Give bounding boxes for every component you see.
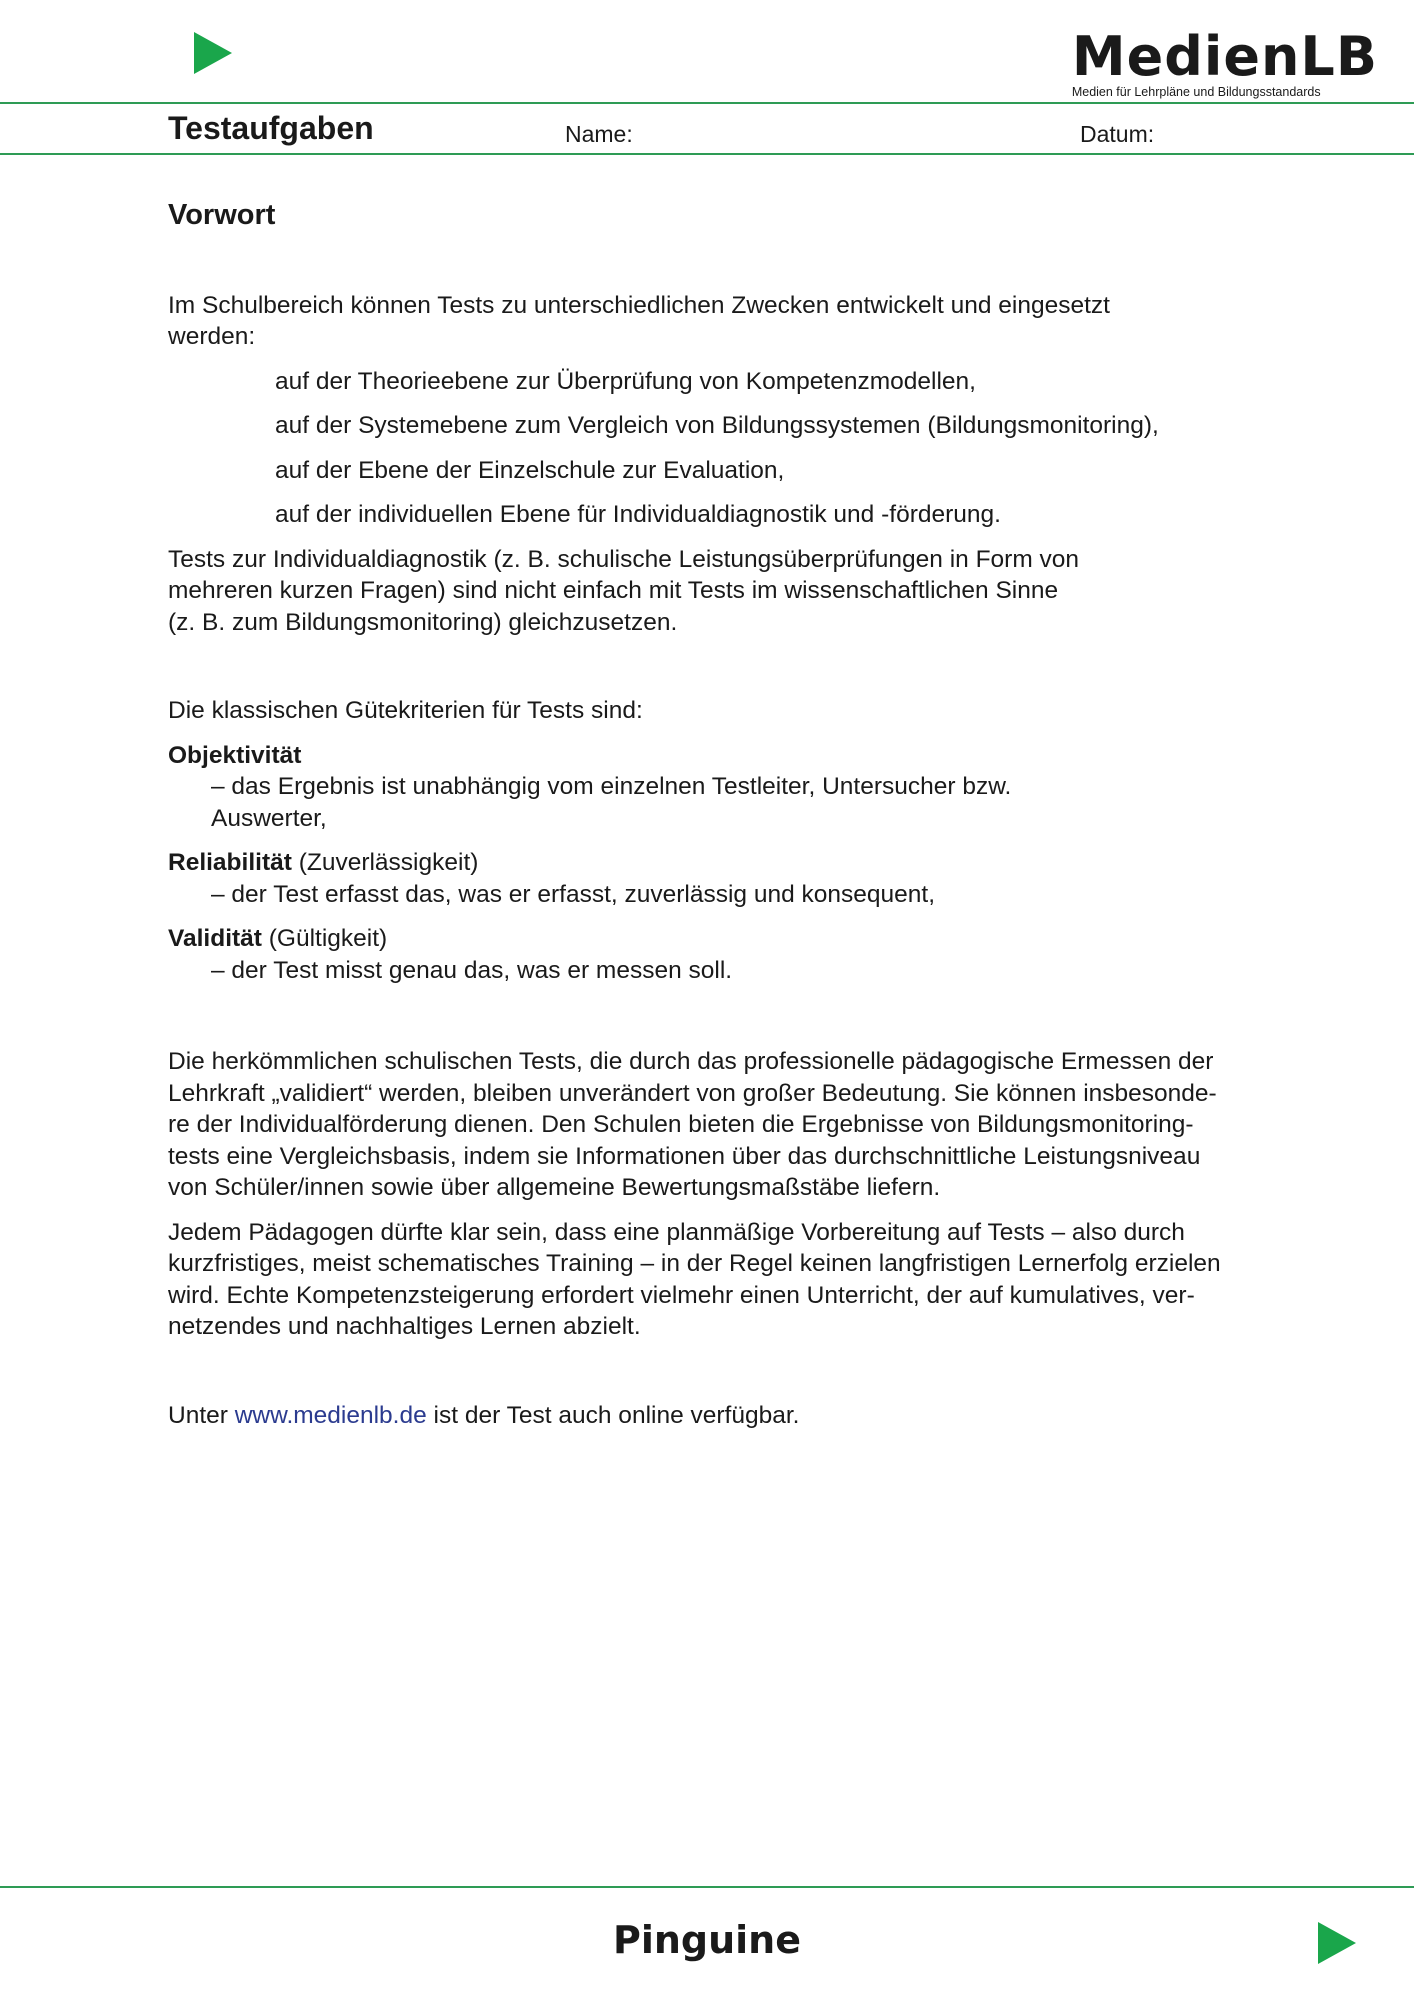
paragraph-line: Jedem Pädagogen dürfte klar sein, dass eine planmäßige Vorbereitung auf Tests – also durch <box>168 1218 1185 1246</box>
header-rule-top <box>0 102 1414 104</box>
paragraph-line: re der Individualförderung dienen. Den Schulen bieten die Ergebnisse von Bildungsmonitoring- <box>168 1111 1194 1138</box>
list-item: auf der Ebene der Einzelschule zur Evaluation, <box>275 456 785 484</box>
criterion-heading <box>168 923 1308 955</box>
tests-line: (z. B. zum Bildungsmonitoring) gleichzusetzen. <box>168 608 678 636</box>
paragraph-line: tests eine Vergleichsbasis, indem sie Informationen über das durchschnittliche Leistungsniveau <box>168 1142 1201 1170</box>
paragraph-line: Lehrkraft „validiert“ werden, bleiben unverändert von großer Bedeutung. Sie können insbesonde- <box>168 1079 1217 1107</box>
criterion-line: – das Ergebnis ist unabhängig vom einzelnen Testleiter, Untersucher bzw. <box>211 773 1012 800</box>
document-body <box>168 200 1308 1431</box>
date-label: Datum: <box>1080 121 1155 147</box>
criterion-line: Auswerter, <box>211 804 327 832</box>
name-label: Name: <box>565 121 633 147</box>
footer-title: Pinguine <box>612 1918 802 1962</box>
criterion-term: Objektivität <box>168 741 302 769</box>
play-arrow-icon <box>194 32 232 74</box>
paragraph-line: wird. Echte Kompetenzsteigerung erfordert vielmehr einen Unterricht, der auf kumulatives, ver- <box>168 1281 1195 1309</box>
paragraph-line: von Schüler/innen sowie über allgemeine Bewertungsmaßstäbe liefern. <box>168 1174 941 1201</box>
page-title: Testaufgaben <box>168 110 374 146</box>
criteria-intro: Die klassischen Gütekriterien für Tests sind: <box>168 697 643 724</box>
criterion-paren: (Gültigkeit) <box>261 925 388 952</box>
section-heading: Vorwort <box>168 199 276 231</box>
paragraph-line: netzendes und nachhaltiges Lernen abzielt. <box>168 1313 641 1340</box>
tests-line: Tests zur Individualdiagnostik (z. B. schulische Leistungsüberprüfungen in Form von <box>168 545 1080 573</box>
online-note <box>168 1400 1308 1432</box>
criterion-heading <box>168 740 1308 772</box>
intro-line: werden: <box>168 323 256 350</box>
medienlb-logo <box>1071 25 1378 99</box>
criterion-term: Validität <box>168 925 262 952</box>
criterion-line: – der Test misst genau das, was er messen soll. <box>211 956 733 984</box>
play-arrow-icon[interactable] <box>1318 1922 1356 1964</box>
footer-rule <box>0 1886 1414 1888</box>
intro-line: Im Schulbereich können Tests zu unterschiedlichen Zwecken entwickelt und eingesetzt <box>168 291 1110 319</box>
list-item: auf der individuellen Ebene für Individualdiagnostik und -förderung. <box>275 501 1001 528</box>
criterion-heading <box>168 847 1308 879</box>
online-suffix: ist der Test auch online verfügbar. <box>426 1401 800 1429</box>
criterion-term: Reliabilität <box>168 849 292 876</box>
criterion-paren: (Zuverlässigkeit) <box>291 849 479 876</box>
logo-subtitle: Medien für Lehrpläne und Bildungsstandards <box>1071 85 1321 99</box>
criterion-line: – der Test erfasst das, was er erfasst, zuverlässig und konsequent, <box>211 880 936 908</box>
online-prefix: Unter <box>168 1401 235 1429</box>
list-item: auf der Systemebene zum Vergleich von Bildungssystemen (Bildungsmonitoring), <box>275 412 1159 439</box>
list-item: auf der Theorieebene zur Überprüfung von Kompetenzmodellen, <box>275 367 976 395</box>
paragraph-line: Die herkömmlichen schulischen Tests, die durch das professionelle pädagogische Ermessen der <box>168 1048 1214 1075</box>
website-link[interactable]: www.medienlb.de <box>234 1401 427 1429</box>
tests-line: mehreren kurzen Fragen) sind nicht einfach mit Tests im wissenschaftlichen Sinne <box>168 577 1059 604</box>
paragraph-line: kurzfristiges, meist schematisches Training – in der Regel keinen langfristigen Lernerfolg erzielen <box>168 1250 1221 1277</box>
logo-title: MedienLB <box>1071 25 1378 88</box>
header-rule-bottom <box>0 153 1414 155</box>
